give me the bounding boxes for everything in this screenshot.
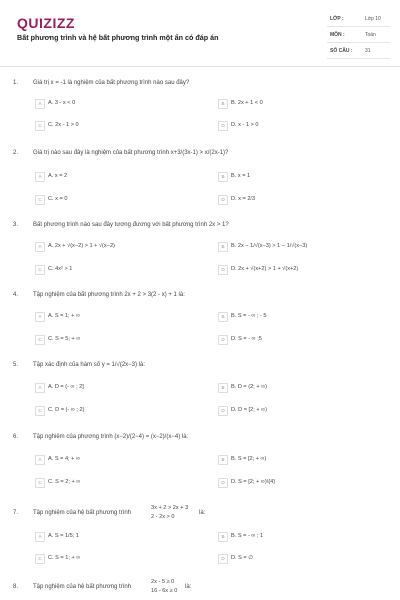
option-text: C. S = 5; + ∞ bbox=[48, 336, 81, 342]
question-number: 5. bbox=[13, 362, 19, 368]
question-number: 3. bbox=[13, 222, 19, 228]
header-divider bbox=[0, 66, 400, 67]
option-letter-box: C bbox=[35, 121, 45, 131]
question-text: Tập nghiệm của bất phương trình 2x + 2 > 3(2 - x) + 1 là: bbox=[33, 292, 185, 298]
option-letter-box: B bbox=[218, 532, 228, 542]
option-letter-box: D bbox=[218, 335, 228, 345]
question-text: Bất phương trình nào sau đây tương đương với bất phương trình 2x > 1? bbox=[33, 222, 229, 228]
option-text: A. S = 4; + ∞ bbox=[48, 456, 80, 462]
option-text: D. x - 1 > 0 bbox=[231, 122, 259, 128]
system-line: 3x + 2 > 2x + 3 bbox=[151, 505, 189, 511]
option-text: C. S = 1; + ∞ bbox=[48, 555, 81, 561]
option-text: A. 3 - x < 0 bbox=[48, 100, 76, 106]
option-text: A. 2x + √(x−2) > 1 + √(x−2) bbox=[48, 243, 115, 249]
option-text: A. x = 2 bbox=[48, 173, 68, 179]
option-text: A. S = 1; + ∞ bbox=[48, 313, 80, 319]
page-header bbox=[0, 0, 400, 70]
question-text: Tập nghiệm của hệ bất phương trình bbox=[33, 510, 132, 516]
option-text: C. 4x² > 1 bbox=[48, 266, 73, 272]
option-letter-box: A bbox=[35, 532, 45, 542]
question-number: 6. bbox=[13, 434, 19, 440]
option-letter-box: B bbox=[218, 312, 228, 322]
option-letter-box: D bbox=[218, 406, 228, 416]
question-number: 4. bbox=[13, 292, 19, 298]
meta-row-grade bbox=[327, 12, 390, 27]
question-text: Tập nghiệm của hệ bất phương trình bbox=[33, 584, 132, 590]
option-text: D. D = [2; + ∞) bbox=[231, 407, 268, 413]
option-text: B. S = - ∞ ; 1 bbox=[231, 533, 264, 539]
question-number: 7. bbox=[13, 510, 19, 516]
option-letter-box: C bbox=[35, 478, 45, 488]
option-text: C. x = 0 bbox=[48, 196, 68, 202]
option-letter-box: D bbox=[218, 478, 228, 488]
option-letter-box: A bbox=[35, 99, 45, 109]
option-text: C. 2x - 1 > 0 bbox=[48, 122, 79, 128]
inequality-system bbox=[151, 578, 177, 596]
option-text: D. S = ∅ bbox=[231, 555, 254, 561]
question-suffix: là: bbox=[199, 510, 206, 516]
option-text: B. 2x − 1/√(x−3) > 1 − 1/√(x−3) bbox=[231, 243, 308, 249]
option-text: D. 2x + √(x+2) > 1 + √(x+2) bbox=[231, 266, 299, 272]
question-number: 2. bbox=[13, 150, 19, 156]
option-letter-box: B bbox=[218, 99, 228, 109]
system-line: 2x - 5 ≥ 0 bbox=[151, 579, 175, 585]
option-letter-box: C bbox=[35, 554, 45, 564]
option-letter-box: B bbox=[218, 383, 228, 393]
quizizz-logo: QUIZIZZ bbox=[17, 15, 75, 31]
meta-label: MÔN : bbox=[330, 32, 345, 38]
question-number: 8. bbox=[13, 584, 19, 590]
meta-label: LỚP : bbox=[330, 16, 344, 22]
option-text: A. D = (- ∞ ; 2] bbox=[48, 384, 84, 390]
option-text: D. S = [2; + ∞)\{4} bbox=[231, 479, 276, 485]
option-letter-box: D bbox=[218, 195, 228, 205]
option-letter-box: C bbox=[35, 265, 45, 275]
option-letter-box: D bbox=[218, 554, 228, 564]
option-letter-box: A bbox=[35, 242, 45, 252]
option-text: B. S = - ∞ ; - 5 bbox=[231, 313, 267, 319]
option-text: D. S = - ∞ ;5 bbox=[231, 336, 262, 342]
option-letter-box: A bbox=[35, 312, 45, 322]
option-letter-box: A bbox=[35, 455, 45, 465]
question-text: Tập xác định của hàm số y = 1/√(2x−3) là: bbox=[33, 362, 146, 368]
option-letter-box: B bbox=[218, 455, 228, 465]
option-letter-box: D bbox=[218, 265, 228, 275]
option-text: D. x = 2/3 bbox=[231, 196, 256, 202]
inequality-system bbox=[151, 504, 188, 522]
option-letter-box: C bbox=[35, 195, 45, 205]
meta-value: Lớp 10 bbox=[365, 16, 381, 22]
option-text: A. S = 1/5; 1 bbox=[48, 533, 79, 539]
question-suffix: là: bbox=[185, 584, 192, 590]
option-letter-box: B bbox=[218, 242, 228, 252]
option-letter-box: C bbox=[35, 406, 45, 416]
question-text: Giá trị nào sau đây là nghiệm của bất phương trình x+3/(3x-1) > x/(2x-1)? bbox=[33, 150, 229, 156]
option-text: B. x = 1 bbox=[231, 173, 251, 179]
option-text: C. D = (- ∞ ; 2) bbox=[48, 407, 85, 413]
option-text: B. D = (2; + ∞) bbox=[231, 384, 268, 390]
system-line: 16 - 6x ≥ 0 bbox=[151, 588, 178, 594]
option-text: C. S = 2; + ∞ bbox=[48, 479, 81, 485]
question-number: 1. bbox=[13, 80, 19, 86]
meta-value: Toán bbox=[365, 32, 376, 38]
option-letter-box: A bbox=[35, 172, 45, 182]
system-line: 2 - 2x > 0 bbox=[151, 514, 175, 520]
option-letter-box: A bbox=[35, 383, 45, 393]
question-text: Giá trị x = -1 là nghiệm của bất phương trình nào sau đây? bbox=[33, 80, 190, 86]
option-letter-box: B bbox=[218, 172, 228, 182]
meta-label: SỐ CÂU : bbox=[330, 48, 353, 54]
option-text: B. S = [2; + ∞) bbox=[231, 456, 267, 462]
question-text: Tập nghiệm của phương trình (x−2)/(2−4) = (x−2)/(x−4) là: bbox=[33, 434, 189, 440]
option-text: B. 2x + 1 < 0 bbox=[231, 100, 263, 106]
option-letter-box: C bbox=[35, 335, 45, 345]
page-title: Bất phương trình và hệ bất phương trình một ẩn có đáp án bbox=[17, 33, 219, 42]
meta-row-subject bbox=[327, 28, 390, 43]
meta-value: 31 bbox=[365, 48, 371, 54]
meta-row-count bbox=[327, 44, 390, 59]
option-letter-box: D bbox=[218, 121, 228, 131]
